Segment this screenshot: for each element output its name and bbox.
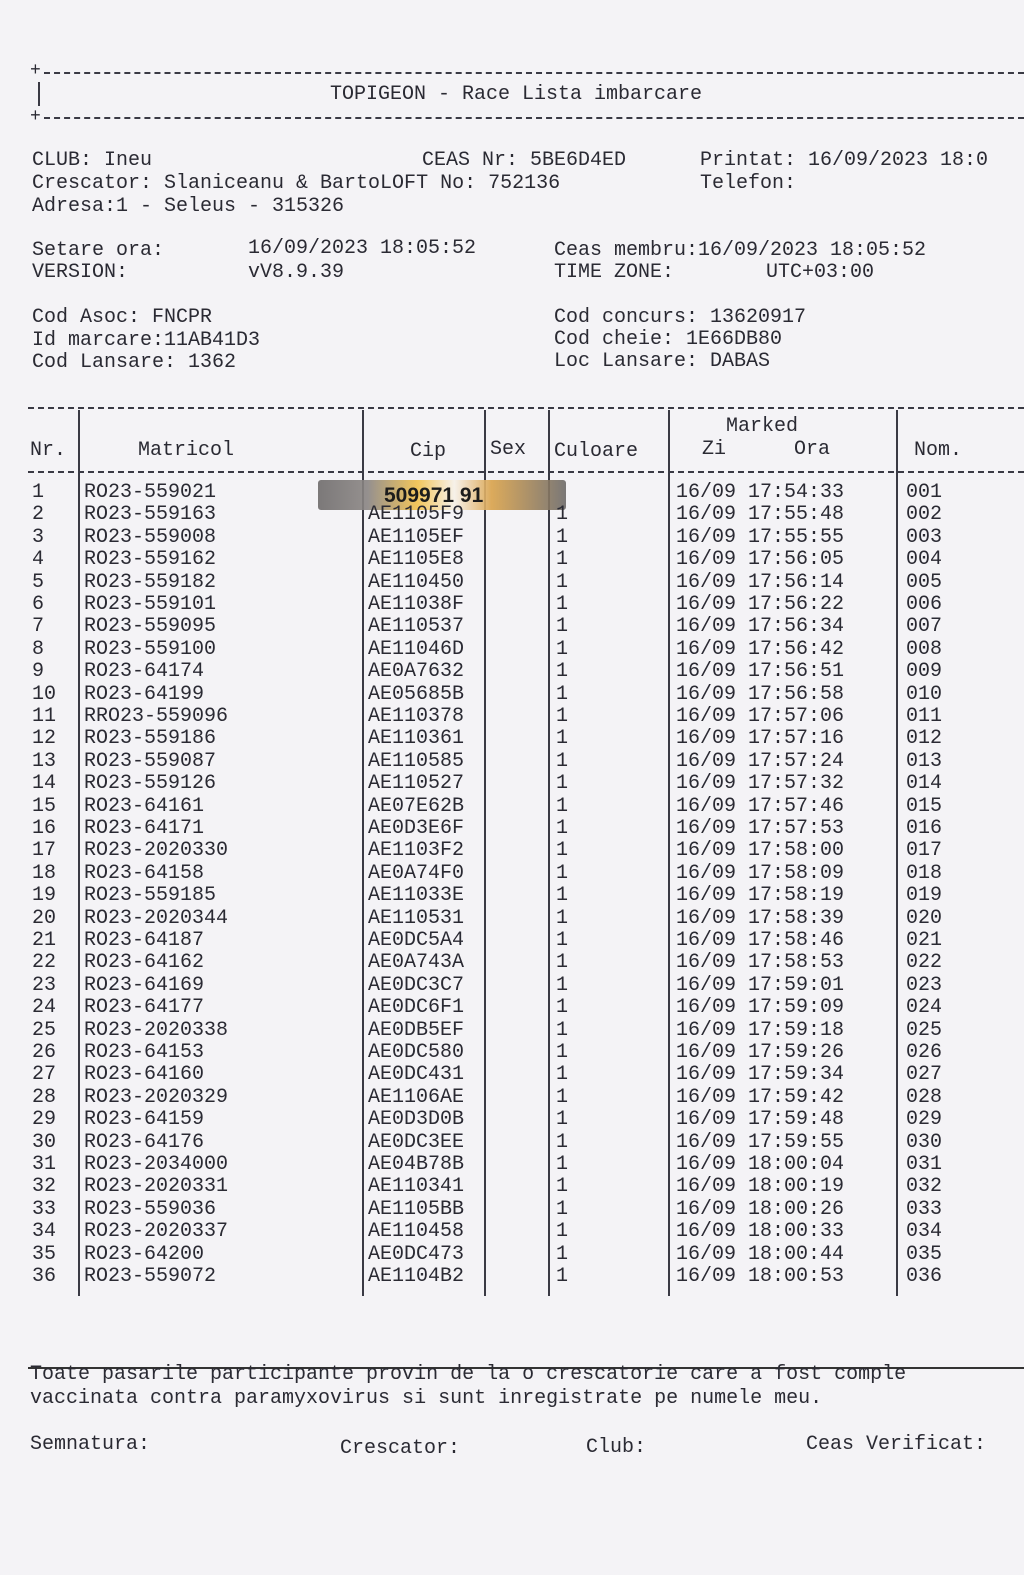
row-marked-time: 16/09 17:54:33 xyxy=(676,481,845,504)
club-signature-label: Club: xyxy=(586,1436,647,1459)
version-value: vV8.9.39 xyxy=(248,261,345,284)
row-nom: 019 xyxy=(906,884,943,908)
row-nom: 024 xyxy=(906,996,943,1020)
row-cip: AE1104B2 xyxy=(368,1265,465,1288)
row-nr: 7 xyxy=(32,615,45,639)
row-marked-time: 16/09 17:56:34 xyxy=(676,615,845,639)
table-row xyxy=(0,1109,1024,1131)
row-matricol: RO23-64187 xyxy=(84,929,205,952)
loc-lansare: Loc Lansare: DABAS xyxy=(554,350,771,373)
row-matricol: RO23-559095 xyxy=(84,615,217,639)
row-culoare: 1 xyxy=(556,996,569,1020)
row-cip: AE110531 xyxy=(368,906,465,930)
table-row xyxy=(0,549,1024,571)
row-culoare: 1 xyxy=(556,861,569,885)
table-row xyxy=(0,706,1024,728)
row-nr: 30 xyxy=(32,1130,57,1154)
row-nom: 015 xyxy=(906,794,943,818)
table-row xyxy=(0,728,1024,750)
header-left-edge xyxy=(38,82,40,106)
row-nom: 013 xyxy=(906,749,943,773)
header-matricol: Matricol xyxy=(138,439,235,462)
row-cip: AE0D3D0B xyxy=(368,1108,465,1132)
row-marked-time: 16/09 17:57:46 xyxy=(676,794,845,818)
row-culoare: 1 xyxy=(556,503,569,527)
box-corner: + xyxy=(30,107,41,127)
table-row xyxy=(0,773,1024,795)
row-matricol: RO23-64199 xyxy=(84,682,205,706)
row-culoare: 1 xyxy=(556,1108,569,1132)
row-nr: 13 xyxy=(32,749,57,773)
table-row xyxy=(0,1154,1024,1176)
row-matricol: RO23-559186 xyxy=(84,727,217,751)
row-culoare: 1 xyxy=(556,817,569,840)
table-row xyxy=(0,527,1024,549)
row-nr: 24 xyxy=(32,996,57,1020)
row-marked-time: 16/09 17:58:53 xyxy=(676,951,845,975)
row-cip: AE1103F2 xyxy=(368,839,465,863)
row-marked-time: 16/09 17:58:46 xyxy=(676,929,845,952)
row-marked-time: 16/09 18:00:04 xyxy=(676,1153,845,1176)
row-culoare: 1 xyxy=(556,929,569,952)
row-nom: 002 xyxy=(906,503,943,527)
row-nom: 021 xyxy=(906,929,943,952)
box-corner: + xyxy=(30,61,41,81)
row-nom: 011 xyxy=(906,705,943,728)
row-culoare: 1 xyxy=(556,660,569,684)
row-culoare: 1 xyxy=(556,525,569,549)
row-nr: 19 xyxy=(32,884,57,908)
row-culoare: 1 xyxy=(556,1220,569,1244)
row-nom: 034 xyxy=(906,1220,943,1244)
row-cip: AE05685B xyxy=(368,682,465,706)
row-nr: 25 xyxy=(32,1018,57,1042)
row-nr: 20 xyxy=(32,906,57,930)
table-row xyxy=(0,1042,1024,1064)
table-row xyxy=(0,1132,1024,1154)
row-matricol: RO23-64171 xyxy=(84,817,205,840)
sticker-text: 509971 91 xyxy=(384,484,484,507)
row-matricol: RO23-64162 xyxy=(84,951,205,975)
row-marked-time: 16/09 17:59:26 xyxy=(676,1041,845,1064)
row-marked-time: 16/09 17:59:48 xyxy=(676,1108,845,1132)
time-zone-value: UTC+03:00 xyxy=(766,261,875,284)
crescator-signature-label: Crescator: xyxy=(340,1437,461,1460)
row-nr: 11 xyxy=(32,705,57,728)
row-matricol: RRO23-559096 xyxy=(84,705,229,728)
row-nom: 032 xyxy=(906,1175,943,1199)
row-marked-time: 16/09 17:56:05 xyxy=(676,548,845,572)
row-cip: AE11033E xyxy=(368,884,465,908)
header-culoare: Culoare xyxy=(554,440,639,463)
row-marked-time: 16/09 17:58:00 xyxy=(676,839,845,863)
row-cip: AE0DC3EE xyxy=(368,1130,465,1154)
row-matricol: RO23-559101 xyxy=(84,593,217,616)
row-nr: 1 xyxy=(32,481,45,504)
row-nom: 001 xyxy=(906,481,943,504)
row-nom: 029 xyxy=(906,1108,943,1132)
row-nr: 12 xyxy=(32,727,57,751)
row-matricol: RO23-559162 xyxy=(84,548,217,572)
row-nom: 003 xyxy=(906,525,943,549)
row-matricol: RO23-559126 xyxy=(84,772,217,796)
row-culoare: 1 xyxy=(556,772,569,796)
row-nom: 030 xyxy=(906,1130,943,1154)
cod-concurs: Cod concurs: 13620917 xyxy=(554,306,807,329)
row-cip: AE0DC3C7 xyxy=(368,973,465,997)
row-culoare: 1 xyxy=(556,705,569,728)
row-nr: 28 xyxy=(32,1085,57,1109)
row-matricol: RO23-2034000 xyxy=(84,1153,229,1176)
row-nr: 9 xyxy=(32,660,45,684)
ceas-membru: Ceas membru:16/09/2023 18:05:52 xyxy=(554,239,927,262)
row-marked-time: 16/09 18:00:19 xyxy=(676,1175,845,1199)
row-cip: AE1105E8 xyxy=(368,548,465,572)
row-cip: AE04B78B xyxy=(368,1153,465,1176)
row-nom: 005 xyxy=(906,570,943,594)
row-matricol: RO23-559072 xyxy=(84,1265,217,1288)
row-matricol: RO23-64200 xyxy=(84,1242,205,1266)
table-row xyxy=(0,1266,1024,1288)
row-culoare: 1 xyxy=(556,1085,569,1109)
row-nr: 8 xyxy=(32,637,45,661)
row-marked-time: 16/09 17:55:48 xyxy=(676,503,845,527)
crescator-line: Crescator: Slaniceanu & BartoLOFT No: 752136 xyxy=(32,172,561,195)
row-nom: 026 xyxy=(906,1041,943,1064)
row-nom: 033 xyxy=(906,1197,943,1221)
statement-line-1: Toate pasarile participante provin de la o crescatorie care a fost comple xyxy=(30,1363,907,1386)
row-matricol: RO23-559008 xyxy=(84,525,217,549)
telefon: Telefon: xyxy=(700,172,797,195)
header-top-rule xyxy=(44,72,1024,74)
cod-lansare: Cod Lansare: 1362 xyxy=(32,351,237,374)
row-nr: 26 xyxy=(32,1041,57,1064)
table-row xyxy=(0,504,1024,526)
row-cip: AE0DC6F1 xyxy=(368,996,465,1020)
row-marked-time: 16/09 17:56:42 xyxy=(676,637,845,661)
row-culoare: 1 xyxy=(556,637,569,661)
table-row xyxy=(0,616,1024,638)
row-nom: 006 xyxy=(906,593,943,616)
id-marcare: Id marcare:11AB41D3 xyxy=(32,329,261,352)
statement-line-2: vaccinata contra paramyxovirus si sunt inregistrate pe numele meu. xyxy=(30,1387,823,1410)
row-nom: 028 xyxy=(906,1085,943,1109)
row-marked-time: 16/09 17:59:18 xyxy=(676,1018,845,1042)
row-cip: AE110341 xyxy=(368,1175,465,1199)
row-nom: 020 xyxy=(906,906,943,930)
row-marked-time: 16/09 17:59:55 xyxy=(676,1130,845,1154)
header-marked: Marked xyxy=(726,415,799,438)
row-cip: AE0D3E6F xyxy=(368,817,465,840)
row-nr: 4 xyxy=(32,548,45,572)
row-matricol: RO23-559036 xyxy=(84,1197,217,1221)
table-row xyxy=(0,885,1024,907)
row-cip: AE0A743A xyxy=(368,951,465,975)
row-cip: AE0DC580 xyxy=(368,1041,465,1064)
row-cip: AE0A74F0 xyxy=(368,861,465,885)
cod-asoc: Cod Asoc: FNCPR xyxy=(32,306,213,329)
semnatura-label: Semnatura: xyxy=(30,1433,151,1456)
row-matricol: RO23-559185 xyxy=(84,884,217,908)
row-matricol: RO23-559182 xyxy=(84,570,217,594)
row-cip: AE110450 xyxy=(368,570,465,594)
row-nr: 16 xyxy=(32,817,57,840)
row-nr: 18 xyxy=(32,861,57,885)
table-row xyxy=(0,684,1024,706)
table-row xyxy=(0,952,1024,974)
table-top-rule xyxy=(28,407,1024,409)
row-cip: AE110458 xyxy=(368,1220,465,1244)
row-matricol: RO23-64159 xyxy=(84,1108,205,1132)
row-nr: 33 xyxy=(32,1197,57,1221)
row-culoare: 1 xyxy=(556,1063,569,1087)
row-marked-time: 16/09 17:57:06 xyxy=(676,705,845,728)
table-row xyxy=(0,930,1024,952)
row-nr: 27 xyxy=(32,1063,57,1087)
row-cip: AE0DC5A4 xyxy=(368,929,465,952)
row-culoare: 1 xyxy=(556,749,569,773)
row-matricol: RO23-64153 xyxy=(84,1041,205,1064)
table-row xyxy=(0,908,1024,930)
row-culoare: 1 xyxy=(556,884,569,908)
row-culoare: 1 xyxy=(556,794,569,818)
row-marked-time: 16/09 17:59:01 xyxy=(676,973,845,997)
row-nr: 21 xyxy=(32,929,57,952)
table-row xyxy=(0,796,1024,818)
header-sex: Sex xyxy=(490,438,527,461)
row-matricol: RO23-559021 xyxy=(84,481,217,504)
header-nr: Nr. xyxy=(30,439,67,462)
header-bottom-rule xyxy=(44,117,1024,119)
row-culoare: 1 xyxy=(556,839,569,863)
row-nr: 6 xyxy=(32,593,45,616)
row-cip: AE1105F9 xyxy=(368,503,465,527)
row-cip: AE110361 xyxy=(368,727,465,751)
row-culoare: 1 xyxy=(556,1265,569,1288)
table-row xyxy=(0,1020,1024,1042)
row-nom: 016 xyxy=(906,817,943,840)
row-matricol: RO23-64161 xyxy=(84,794,205,818)
row-marked-time: 16/09 17:56:51 xyxy=(676,660,845,684)
row-nom: 014 xyxy=(906,772,943,796)
row-nom: 027 xyxy=(906,1063,943,1087)
row-cip: AE0DB5EF xyxy=(368,1018,465,1042)
row-culoare: 1 xyxy=(556,1130,569,1154)
row-marked-time: 16/09 17:57:16 xyxy=(676,727,845,751)
row-culoare: 1 xyxy=(556,1153,569,1176)
row-culoare: 1 xyxy=(556,570,569,594)
row-marked-time: 16/09 17:55:55 xyxy=(676,525,845,549)
row-nr: 32 xyxy=(32,1175,57,1199)
row-marked-time: 16/09 17:57:24 xyxy=(676,749,845,773)
table-row xyxy=(0,840,1024,862)
row-culoare: 1 xyxy=(556,615,569,639)
row-marked-time: 16/09 17:56:58 xyxy=(676,682,845,706)
row-cip: AE1105BB xyxy=(368,1197,465,1221)
row-marked-time: 16/09 17:56:22 xyxy=(676,593,845,616)
row-culoare: 1 xyxy=(556,1041,569,1064)
row-nr: 23 xyxy=(32,973,57,997)
table-row xyxy=(0,1087,1024,1109)
row-cip: AE0A7632 xyxy=(368,660,465,684)
row-nr: 17 xyxy=(32,839,57,863)
row-marked-time: 16/09 18:00:44 xyxy=(676,1242,845,1266)
row-culoare: 1 xyxy=(556,951,569,975)
row-marked-time: 16/09 17:57:53 xyxy=(676,817,845,840)
table-row xyxy=(0,1176,1024,1198)
adresa: Adresa:1 - Seleus - 315326 xyxy=(32,195,345,218)
row-nr: 22 xyxy=(32,951,57,975)
row-cip: AE1105EF xyxy=(368,525,465,549)
table-row xyxy=(0,818,1024,840)
row-nr: 2 xyxy=(32,503,45,527)
row-marked-time: 16/09 17:59:34 xyxy=(676,1063,845,1087)
row-nom: 008 xyxy=(906,637,943,661)
table-row xyxy=(0,863,1024,885)
row-nr: 10 xyxy=(32,682,57,706)
header-zi: Zi xyxy=(702,438,727,461)
row-matricol: RO23-2020338 xyxy=(84,1018,229,1042)
table-row xyxy=(0,661,1024,683)
row-matricol: RO23-64177 xyxy=(84,996,205,1020)
row-culoare: 1 xyxy=(556,682,569,706)
row-culoare: 1 xyxy=(556,727,569,751)
row-marked-time: 16/09 18:00:33 xyxy=(676,1220,845,1244)
row-nom: 018 xyxy=(906,861,943,885)
row-cip: AE07E62B xyxy=(368,794,465,818)
table-row xyxy=(0,975,1024,997)
row-matricol: RO23-64160 xyxy=(84,1063,205,1087)
table-row xyxy=(0,1064,1024,1086)
row-nom: 017 xyxy=(906,839,943,863)
row-cip: AE11038F xyxy=(368,593,465,616)
row-culoare: 1 xyxy=(556,973,569,997)
row-matricol: RO23-64169 xyxy=(84,973,205,997)
row-matricol: RO23-64176 xyxy=(84,1130,205,1154)
table-row xyxy=(0,482,1024,504)
row-matricol: RO23-2020330 xyxy=(84,839,229,863)
row-nr: 36 xyxy=(32,1265,57,1288)
row-marked-time: 16/09 18:00:26 xyxy=(676,1197,845,1221)
row-cip: AE110537 xyxy=(368,615,465,639)
row-culoare: 1 xyxy=(556,906,569,930)
row-marked-time: 16/09 17:59:09 xyxy=(676,996,845,1020)
table-row xyxy=(0,594,1024,616)
row-nr: 15 xyxy=(32,794,57,818)
header-title: TOPIGEON - Race Lista imbarcare xyxy=(330,83,703,106)
table-row xyxy=(0,751,1024,773)
header-cip: Cip xyxy=(410,440,447,463)
table-row xyxy=(0,572,1024,594)
row-culoare: 1 xyxy=(556,1018,569,1042)
header-ora: Ora xyxy=(794,438,831,461)
row-nom: 004 xyxy=(906,548,943,572)
row-nom: 007 xyxy=(906,615,943,639)
table-row xyxy=(0,1221,1024,1243)
row-matricol: RO23-2020329 xyxy=(84,1085,229,1109)
row-culoare: 1 xyxy=(556,1242,569,1266)
row-cip: AE110585 xyxy=(368,749,465,773)
row-nr: 5 xyxy=(32,570,45,594)
row-nr: 29 xyxy=(32,1108,57,1132)
row-marked-time: 16/09 17:58:39 xyxy=(676,906,845,930)
row-marked-time: 16/09 17:58:09 xyxy=(676,861,845,885)
row-cip: AE0DC473 xyxy=(368,1242,465,1266)
row-nr: 35 xyxy=(32,1242,57,1266)
row-nr: 31 xyxy=(32,1153,57,1176)
row-cip: AE0DC431 xyxy=(368,1063,465,1087)
row-cip: AE110527 xyxy=(368,772,465,796)
table-header-rule xyxy=(28,471,1024,473)
row-matricol: RO23-559163 xyxy=(84,503,217,527)
row-nom: 022 xyxy=(906,951,943,975)
ceas-nr: CEAS Nr: 5BE6D4ED xyxy=(422,149,627,172)
row-nom: 031 xyxy=(906,1153,943,1176)
row-matricol: RO23-559100 xyxy=(84,637,217,661)
row-culoare: 1 xyxy=(556,548,569,572)
row-matricol: RO23-64174 xyxy=(84,660,205,684)
cod-cheie: Cod cheie: 1E66DB80 xyxy=(554,328,783,351)
row-marked-time: 16/09 17:56:14 xyxy=(676,570,845,594)
row-nom: 025 xyxy=(906,1018,943,1042)
row-matricol: RO23-64158 xyxy=(84,861,205,885)
row-nr: 34 xyxy=(32,1220,57,1244)
row-nom: 036 xyxy=(906,1265,943,1288)
row-matricol: RO23-2020331 xyxy=(84,1175,229,1199)
row-nom: 009 xyxy=(906,660,943,684)
row-marked-time: 16/09 17:58:19 xyxy=(676,884,845,908)
row-matricol: RO23-559087 xyxy=(84,749,217,773)
ceas-verificat-label: Ceas Verificat: xyxy=(806,1433,987,1456)
row-culoare: 1 xyxy=(556,593,569,616)
printat: Printat: 16/09/2023 18:0 xyxy=(700,149,989,172)
row-nom: 010 xyxy=(906,682,943,706)
version-label: VERSION: xyxy=(32,261,129,284)
row-cip: AE11046D xyxy=(368,637,465,661)
row-nom: 023 xyxy=(906,973,943,997)
table-row xyxy=(0,997,1024,1019)
club-label: CLUB: Ineu xyxy=(32,149,153,172)
row-matricol: RO23-2020337 xyxy=(84,1220,229,1244)
row-nom: 012 xyxy=(906,727,943,751)
row-culoare: 1 xyxy=(556,1197,569,1221)
row-cip: AE110378 xyxy=(368,705,465,728)
row-marked-time: 16/09 17:57:32 xyxy=(676,772,845,796)
setare-ora-label: Setare ora: xyxy=(32,239,165,262)
row-matricol: RO23-2020344 xyxy=(84,906,229,930)
header-nom: Nom. xyxy=(914,439,963,462)
time-zone-label: TIME ZONE: xyxy=(554,261,675,284)
table-row xyxy=(0,1244,1024,1266)
row-cip: AE1106AE xyxy=(368,1085,465,1109)
table-row xyxy=(0,639,1024,661)
setare-ora-value: 16/09/2023 18:05:52 xyxy=(248,237,477,260)
row-nom: 035 xyxy=(906,1242,943,1266)
row-nr: 14 xyxy=(32,772,57,796)
table-row xyxy=(0,1199,1024,1221)
row-marked-time: 16/09 17:59:42 xyxy=(676,1085,845,1109)
row-marked-time: 16/09 18:00:53 xyxy=(676,1265,845,1288)
row-nr: 3 xyxy=(32,525,45,549)
row-culoare: 1 xyxy=(556,1175,569,1199)
